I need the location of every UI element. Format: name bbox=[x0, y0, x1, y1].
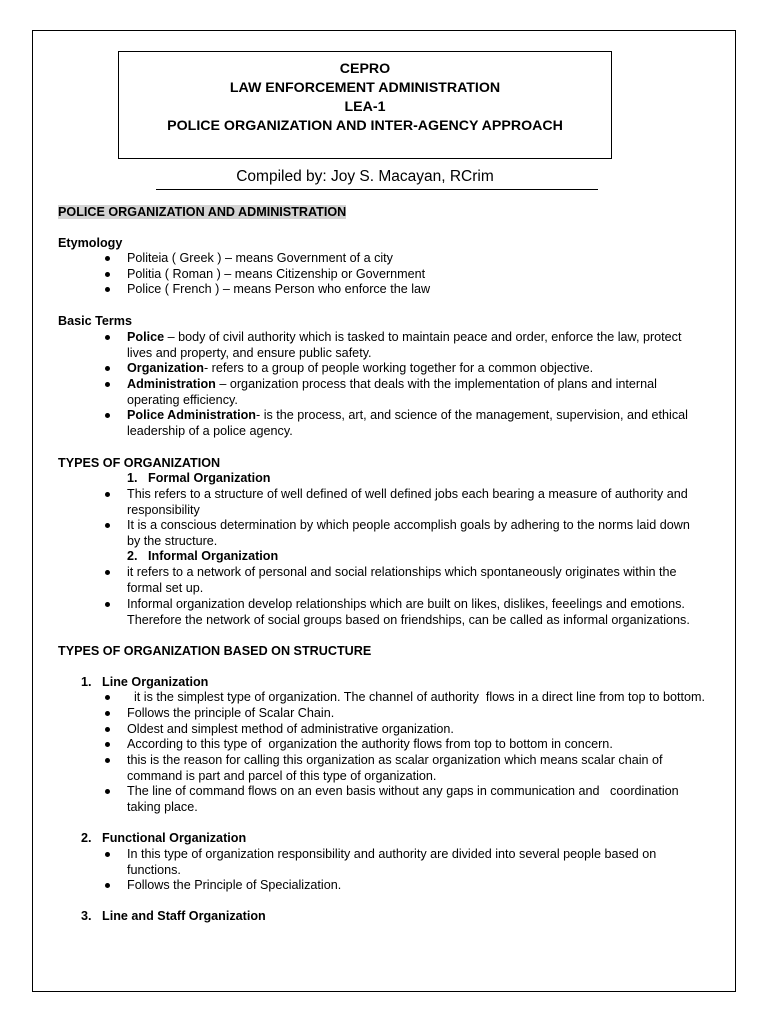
bullet-icon bbox=[105, 335, 110, 340]
bullet-icon bbox=[105, 711, 110, 716]
header-line-2: LAW ENFORCEMENT ADMINISTRATION bbox=[229, 80, 501, 96]
list-item: It is a conscious determination by which people accomplish goals by adhering to the norms laid down by the structure. bbox=[127, 518, 717, 549]
structure-heading: TYPES OF ORGANIZATION BASED ON STRUCTURE bbox=[58, 644, 372, 658]
bullet-icon bbox=[105, 742, 110, 747]
formal-org-heading: 1. Formal Organization bbox=[127, 471, 271, 485]
bullet-icon bbox=[105, 758, 110, 763]
bullet-icon bbox=[105, 523, 110, 528]
header-line-4: POLICE ORGANIZATION AND INTER-AGENCY APPROACH bbox=[167, 118, 563, 134]
section-title: POLICE ORGANIZATION AND ADMINISTRATION bbox=[58, 205, 347, 219]
bullet-icon bbox=[105, 695, 110, 700]
informal-org-heading: 2. Informal Organization bbox=[127, 549, 279, 563]
list-item: Administration – organization process that deals with the implementation of plans and internal operating efficiency. bbox=[127, 377, 717, 408]
list-item: it is the simplest type of organization. The channel of authority flows in a direct line from top to bottom. bbox=[127, 690, 717, 706]
list-item: Organization- refers to a group of people working together for a common objective. bbox=[127, 361, 717, 377]
line-org-heading: 1. Line Organization bbox=[81, 675, 209, 689]
header-line-3: LEA-1 bbox=[344, 99, 386, 115]
bullet-icon bbox=[105, 382, 110, 387]
list-item: Police ( French ) – means Person who enforce the law bbox=[127, 282, 717, 298]
bullet-icon bbox=[105, 272, 110, 277]
bullet-icon bbox=[105, 413, 110, 418]
bullet-icon bbox=[105, 256, 110, 261]
bullet-icon bbox=[105, 570, 110, 575]
list-item: Follows the Principle of Specialization. bbox=[127, 878, 717, 894]
list-item: Informal organization develop relationships which are built on likes, dislikes, feeelings and emotions. Therefore the network of social groups based on friendships, can be called as informal organizations. bbox=[127, 597, 717, 628]
list-item: Oldest and simplest method of administrative organization. bbox=[127, 722, 717, 738]
list-item: Follows the principle of Scalar Chain. bbox=[127, 706, 717, 722]
bullet-icon bbox=[105, 852, 110, 857]
basic-terms-heading: Basic Terms bbox=[58, 314, 132, 328]
functional-org-heading: 2. Functional Organization bbox=[81, 831, 247, 845]
bullet-icon bbox=[105, 727, 110, 732]
title-box bbox=[118, 51, 612, 159]
list-item: The line of command flows on an even basis without any gaps in communication and coordination taking place. bbox=[127, 784, 717, 815]
list-item: This refers to a structure of well defined of well defined jobs each bearing a measure of authority and responsibility bbox=[127, 487, 717, 518]
types-heading: TYPES OF ORGANIZATION bbox=[58, 456, 221, 470]
list-item: Politia ( Roman ) – means Citizenship or Government bbox=[127, 267, 717, 283]
bullet-icon bbox=[105, 883, 110, 888]
bullet-icon bbox=[105, 602, 110, 607]
list-item: In this type of organization responsibility and authority are divided into several people based on functions. bbox=[127, 847, 717, 878]
list-item: According to this type of organization the authority flows from top to bottom in concern. bbox=[127, 737, 717, 753]
line-staff-org-heading: 3. Line and Staff Organization bbox=[81, 909, 266, 923]
list-item: it refers to a network of personal and social relationships which spontaneously originates within the formal set up. bbox=[127, 565, 717, 596]
bullet-icon bbox=[105, 492, 110, 497]
etymology-heading: Etymology bbox=[58, 236, 123, 250]
bullet-icon bbox=[105, 287, 110, 292]
compiled-by: Compiled by: Joy S. Macayan, RCrim bbox=[236, 168, 494, 185]
header-line-1: CEPRO bbox=[339, 61, 391, 77]
list-item: this is the reason for calling this organization as scalar organization which means scalar chain of command is part and parcel of this type of organization. bbox=[127, 753, 717, 784]
list-item: Police – body of civil authority which is tasked to maintain peace and order, enforce the law, protect lives and property, and ensure public safety. bbox=[127, 330, 717, 361]
bullet-icon bbox=[105, 789, 110, 794]
list-item: Politeia ( Greek ) – means Government of a city bbox=[127, 251, 717, 267]
list-item: Police Administration- is the process, art, and science of the management, supervision, and ethical leadership of a police agency. bbox=[127, 408, 717, 439]
bullet-icon bbox=[105, 366, 110, 371]
compiled-underline bbox=[156, 189, 598, 190]
